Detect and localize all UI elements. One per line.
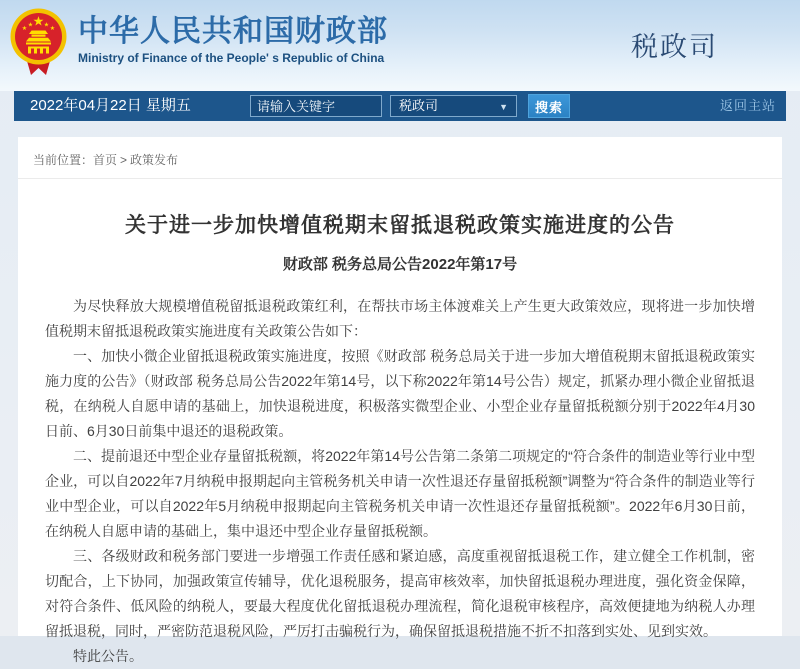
document-number: 财政部 税务总局公告2022年第17号 (282, 256, 518, 273)
svg-text:★: ★ (21, 26, 28, 32)
article-body (45, 294, 755, 669)
content-panel (18, 137, 782, 664)
announcement-article (18, 209, 782, 669)
site-title: 中华人民共和国财政部 (78, 15, 388, 48)
navbar (14, 91, 786, 121)
article-paragraph: 为尽快释放大规模增值税留抵退税政策红利，在帮扶市场主体渡难关上产生更大政策效应，现将进一步加快增值税期末留抵退税政策实施进度有关政策公告如下： (45, 298, 755, 339)
breadcrumb (18, 137, 782, 179)
national-emblem-icon (10, 8, 67, 78)
article-paragraph: 特此公告。 (73, 648, 143, 664)
svg-text:★: ★ (49, 26, 56, 32)
svg-text:★: ★ (43, 22, 50, 29)
breadcrumb-home-link[interactable]: 首页 (93, 153, 118, 167)
site-subtitle: Ministry of Finance of the People' s Republic of China (78, 51, 385, 65)
brand-text (78, 15, 388, 65)
search-scope-value: 税政司 (399, 98, 439, 113)
search-button[interactable]: 搜索 (528, 94, 570, 118)
search-input[interactable] (250, 95, 382, 117)
chevron-down-icon: ▼ (499, 102, 508, 112)
article-paragraph: 二、提前退还中型企业存量留抵税额，将2022年第14号公告第二条第二项规定的“符合条件的制造业等行业中型企业，可以自2022年7月纳税申报期起向主管税务机关申请一次性退还存量留抵税额”调整为“符合条件的制造业等行业中型企业，可以自2022年5月纳税申报期起向主管税务机关申请一次性退还存量留抵税额”。2022年6月30日前，在纳税人自愿申请的基础上，集中退还中型企业存量留抵税额。 (45, 448, 755, 539)
svg-text:★: ★ (32, 13, 45, 29)
search-scope-select[interactable] (390, 95, 517, 117)
breadcrumb-policy-link[interactable]: 政策发布 (130, 153, 179, 167)
article-paragraph: 三、各级财政和税务部门要进一步增强工作责任感和紧迫感，高度重视留抵退税工作，建立健全工作机制，密切配合，上下协同，加强政策宣传辅导，优化退税服务，提高审核效率，加快留抵退税办理进度，强化资金保障，对符合条件、低风险的纳税人，要最大程度优化留抵退税办理流程，简化退税审核程序，高效便捷地为纳税人办理留抵退税，同时，严密防范退税风险，严厉打击骗税行为，确保留抵退税措施不折不扣落到实处、见到实效。 (45, 548, 755, 639)
article-paragraph: 一、加快小微企业留抵退税政策实施进度，按照《财政部 税务总局关于进一步加大增值税期末留抵退税政策实施力度的公告》（财政部 税务总局公告2022年第14号，以下称2022年第14号公告）规定，抓紧办理小微企业留抵退税，在纳税人自愿申请的基础上，加快退税进度，积极落实微型企业、小型企业存量留抵税额分别于2022年4月30日前、6月30日前集中退还的退税政策。 (45, 348, 755, 439)
breadcrumb-label: 当前位置： (33, 153, 94, 167)
department-title: 税政司 (631, 32, 718, 62)
article-title: 关于进一步加快增值税期末留抵退税政策实施进度的公告 (125, 214, 675, 237)
breadcrumb-separator: > (120, 153, 128, 167)
site-header (0, 0, 800, 91)
back-to-main-site-link[interactable]: 返回主站 (719, 98, 776, 113)
svg-text:★: ★ (27, 22, 34, 29)
current-date: 2022年04月22日 星期五 (30, 97, 191, 114)
